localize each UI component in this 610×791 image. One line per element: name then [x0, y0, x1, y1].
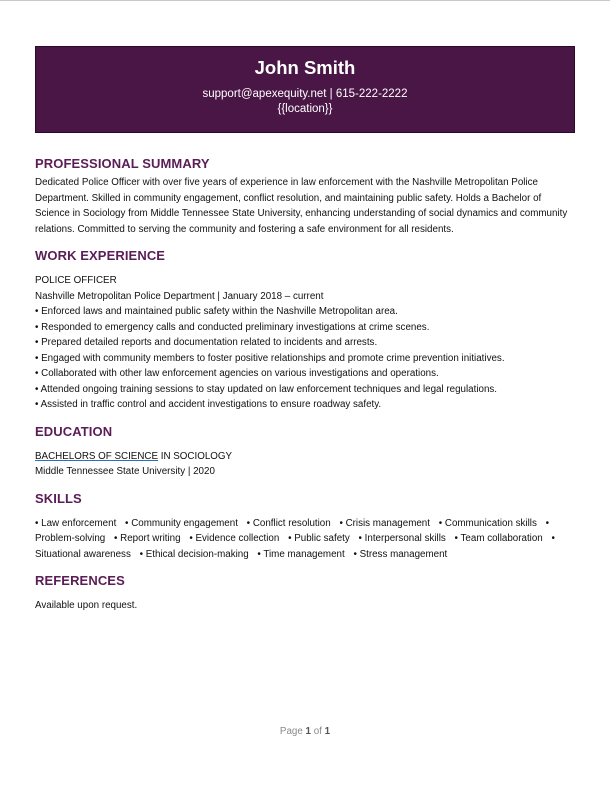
summary-heading: PROFESSIONAL SUMMARY — [35, 156, 210, 171]
skills-section — [35, 491, 575, 563]
location-placeholder: {{location}} — [277, 103, 333, 115]
experience-heading: WORK EXPERIENCE — [35, 248, 166, 263]
experience-section — [35, 248, 575, 413]
degree-name: BACHELORS OF SCIENCE — [35, 450, 159, 462]
skills-list — [35, 516, 575, 563]
skill-item: • Community engagement — [125, 517, 238, 529]
contact-info: support@apexequity.net | 615-222-2222 — [202, 88, 408, 100]
education-section — [35, 424, 575, 480]
references-heading: REFERENCES — [35, 573, 125, 588]
skill-item: • Communication skills — [438, 517, 537, 529]
skill-item: • Time management — [257, 548, 345, 560]
school-line: Middle Tennessee State University | 2020 — [35, 466, 215, 477]
summary-text: Dedicated Police Officer with over five years of experience in law enforcement with the Nashville Metropolitan Police Department. Skilled in community engagement, conflict resolution, and maintaining public safety. Holds a Bachelor of Science in Sociology from Middle Tennessee State University, enhancing understanding of social dynamics and community relations. Committed to serving the community and fostering a safe environment for all residents. — [35, 177, 568, 235]
job-bullet: • Responded to emergency calls and conducted preliminary investigations at crime scenes. — [35, 321, 430, 333]
total-pages: 1 — [324, 726, 331, 737]
resume-header — [35, 46, 575, 133]
skills-heading: SKILLS — [35, 490, 82, 506]
education-heading: EDUCATION — [35, 423, 113, 439]
skill-item: • Law enforcement — [35, 517, 117, 529]
skill-item: • Conflict resolution — [246, 517, 331, 529]
current-page: 1 — [305, 726, 311, 737]
skill-item: • Situational awareness — [35, 533, 555, 560]
page-label: Page — [279, 726, 303, 737]
page-footer — [0, 726, 610, 737]
references-section — [35, 573, 575, 614]
resume-body — [35, 156, 575, 614]
page-top-border — [0, 0, 610, 1]
degree-line — [35, 449, 575, 465]
job-bullet: • Enforced laws and maintained public safety within the Nashville Metropolitan area. — [35, 306, 398, 317]
skill-item: • Stress management — [353, 548, 448, 560]
skill-item: • Evidence collection — [189, 533, 280, 544]
job-bullet: • Attended ongoing training sessions to stay updated on law enforcement techniques and legal regulations. — [35, 383, 498, 395]
references-text: Available upon request. — [35, 600, 138, 611]
skill-item: • Report writing — [113, 533, 181, 544]
summary-section — [35, 156, 575, 237]
job-bullet: • Prepared detailed reports and documentation related to incidents and arrests. — [35, 337, 378, 348]
of-label: of — [313, 726, 322, 737]
skill-item: • Public safety — [288, 533, 350, 544]
skill-item: • Crisis management — [339, 517, 430, 529]
skill-item: • Ethical decision-making — [139, 548, 249, 560]
job-title: POLICE OFFICER — [35, 275, 117, 286]
skill-item: • Interpersonal skills — [358, 533, 446, 544]
job-bullet: • Assisted in traffic control and accident investigations to ensure roadway safety. — [35, 399, 382, 410]
job-organization: Nashville Metropolitan Police Department | January 2018 – current — [35, 290, 324, 302]
job-bullet: • Collaborated with other law enforcement agencies on various investigations and operations. — [35, 368, 439, 379]
candidate-name: John Smith — [254, 57, 356, 78]
job-bullet: • Engaged with community members to foster positive relationships and promote crime prevention initiatives. — [35, 352, 505, 364]
degree-field: IN SOCIOLOGY — [158, 450, 233, 462]
skill-item: • Team collaboration — [454, 533, 543, 544]
skill-item: • Problem-solving — [35, 517, 550, 544]
